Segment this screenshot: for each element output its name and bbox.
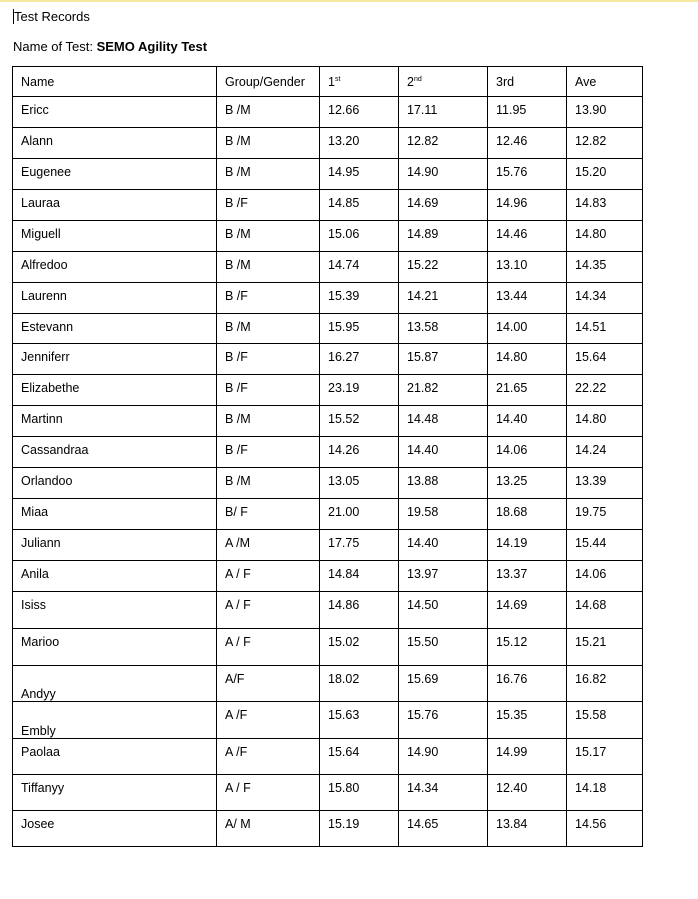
cell-average: 14.06 [567, 561, 643, 592]
cell-first-trial: 15.19 [320, 811, 399, 847]
cell-average: 14.18 [567, 775, 643, 811]
table-row [13, 702, 643, 739]
test-name-label: Name of Test: [13, 39, 97, 54]
cell-third-trial: 14.06 [488, 437, 567, 468]
table-row [13, 592, 643, 629]
cell-second-trial: 19.58 [399, 499, 488, 530]
cell-third-trial: 13.84 [488, 811, 567, 847]
cell-first-trial: 21.00 [320, 499, 399, 530]
table-row [13, 811, 643, 847]
cell-first-trial: 15.39 [320, 283, 399, 314]
cell-second-trial: 12.82 [399, 128, 488, 159]
cell-third-trial: 14.00 [488, 314, 567, 344]
cell-name: Andyy [13, 666, 217, 702]
cell-average: 15.17 [567, 739, 643, 775]
cell-name: Cassandraa [13, 437, 217, 468]
cell-first-trial: 15.02 [320, 629, 399, 666]
cell-average: 14.56 [567, 811, 643, 847]
table-row [13, 344, 643, 375]
window-top-accent [0, 0, 698, 2]
cell-group-gender: B /M [217, 221, 320, 252]
cell-second-trial: 14.89 [399, 221, 488, 252]
cell-third-trial: 12.46 [488, 128, 567, 159]
cell-average: 14.80 [567, 406, 643, 437]
cell-second-trial: 13.88 [399, 468, 488, 499]
cell-average: 19.75 [567, 499, 643, 530]
cell-average: 16.82 [567, 666, 643, 702]
cell-first-trial: 14.95 [320, 159, 399, 190]
cell-second-trial: 21.82 [399, 375, 488, 406]
cell-group-gender: B /M [217, 252, 320, 283]
cell-third-trial: 15.35 [488, 702, 567, 739]
cell-first-trial: 23.19 [320, 375, 399, 406]
cell-first-trial: 14.86 [320, 592, 399, 629]
cell-third-trial: 13.44 [488, 283, 567, 314]
cell-first-trial: 18.02 [320, 666, 399, 702]
table-row [13, 561, 643, 592]
table-row [13, 775, 643, 811]
cell-name: Martinn [13, 406, 217, 437]
cell-name: Josee [13, 811, 217, 847]
cell-first-trial: 15.06 [320, 221, 399, 252]
cell-third-trial: 14.80 [488, 344, 567, 375]
header-name: Name [13, 67, 217, 97]
cell-first-trial: 15.63 [320, 702, 399, 739]
cell-second-trial: 14.34 [399, 775, 488, 811]
cell-average: 15.21 [567, 629, 643, 666]
header-second-trial [399, 67, 488, 97]
table-row [13, 314, 643, 344]
cell-average: 14.51 [567, 314, 643, 344]
table-row [13, 252, 643, 283]
cell-name: Laurenn [13, 283, 217, 314]
cell-first-trial: 17.75 [320, 530, 399, 561]
cell-second-trial: 15.76 [399, 702, 488, 739]
cell-average: 22.22 [567, 375, 643, 406]
cell-second-trial: 14.69 [399, 190, 488, 221]
cell-name: Ericc [13, 97, 217, 128]
cell-second-trial: 15.22 [399, 252, 488, 283]
header-second-base: 2 [407, 74, 414, 89]
cell-third-trial: 18.68 [488, 499, 567, 530]
cell-name: Marioo [13, 629, 217, 666]
cell-name: Orlandoo [13, 468, 217, 499]
table-row [13, 530, 643, 561]
cell-third-trial: 12.40 [488, 775, 567, 811]
table-row [13, 283, 643, 314]
cell-third-trial: 14.19 [488, 530, 567, 561]
cell-average: 14.34 [567, 283, 643, 314]
header-first-base: 1 [328, 74, 335, 89]
cell-average: 15.44 [567, 530, 643, 561]
cell-group-gender: A /F [217, 739, 320, 775]
cell-average: 13.39 [567, 468, 643, 499]
cell-group-gender: A / F [217, 592, 320, 629]
cell-average: 14.24 [567, 437, 643, 468]
cell-first-trial: 14.85 [320, 190, 399, 221]
test-name-line [13, 38, 207, 55]
cell-second-trial: 15.87 [399, 344, 488, 375]
cell-first-trial: 15.64 [320, 739, 399, 775]
cell-name: Anila [13, 561, 217, 592]
cell-average: 12.82 [567, 128, 643, 159]
cell-name: Tiffanyy [13, 775, 217, 811]
cell-second-trial: 14.90 [399, 159, 488, 190]
cell-third-trial: 14.46 [488, 221, 567, 252]
cell-name: Isiss [13, 592, 217, 629]
cell-first-trial: 14.74 [320, 252, 399, 283]
cell-third-trial: 13.25 [488, 468, 567, 499]
cell-average: 15.20 [567, 159, 643, 190]
test-name-value: SEMO Agility Test [96, 39, 208, 54]
cell-first-trial: 14.84 [320, 561, 399, 592]
header-second-sup: nd [413, 75, 422, 83]
document-title-line[interactable] [13, 8, 90, 25]
cell-group-gender: B /M [217, 97, 320, 128]
cell-group-gender: A /F [217, 702, 320, 739]
cell-average: 14.83 [567, 190, 643, 221]
table-row [13, 375, 643, 406]
cell-first-trial: 12.66 [320, 97, 399, 128]
cell-name: Lauraa [13, 190, 217, 221]
cell-name: Embly [13, 702, 217, 739]
cell-third-trial: 14.96 [488, 190, 567, 221]
cell-average: 14.68 [567, 592, 643, 629]
cell-name: Paolaa [13, 739, 217, 775]
header-group-gender: Group/Gender [217, 67, 320, 97]
cell-third-trial: 11.95 [488, 97, 567, 128]
cell-second-trial: 14.40 [399, 530, 488, 561]
table-row [13, 468, 643, 499]
header-third-trial: 3rd [488, 67, 567, 97]
cell-group-gender: A /M [217, 530, 320, 561]
cell-third-trial: 14.99 [488, 739, 567, 775]
cell-second-trial: 14.40 [399, 437, 488, 468]
table-row [13, 159, 643, 190]
cell-third-trial: 21.65 [488, 375, 567, 406]
cell-third-trial: 15.76 [488, 159, 567, 190]
cell-name: Eugenee [13, 159, 217, 190]
cell-group-gender: B/ F [217, 499, 320, 530]
cell-third-trial: 15.12 [488, 629, 567, 666]
cell-second-trial: 14.65 [399, 811, 488, 847]
cell-group-gender: A / F [217, 561, 320, 592]
cell-third-trial: 16.76 [488, 666, 567, 702]
cell-first-trial: 13.05 [320, 468, 399, 499]
cell-group-gender: A / F [217, 775, 320, 811]
cell-name: Elizabethe [13, 375, 217, 406]
cell-name: Jenniferr [13, 344, 217, 375]
cell-second-trial: 15.50 [399, 629, 488, 666]
cell-name: Miaa [13, 499, 217, 530]
cell-group-gender: A/F [217, 666, 320, 702]
cell-group-gender: A / F [217, 629, 320, 666]
cell-second-trial: 15.69 [399, 666, 488, 702]
cell-first-trial: 15.52 [320, 406, 399, 437]
cell-third-trial: 13.10 [488, 252, 567, 283]
cell-name: Miguell [13, 221, 217, 252]
cell-group-gender: B /F [217, 375, 320, 406]
table-row [13, 128, 643, 159]
cell-second-trial: 14.21 [399, 283, 488, 314]
cell-second-trial: 13.97 [399, 561, 488, 592]
cell-name: Alann [13, 128, 217, 159]
cell-third-trial: 14.40 [488, 406, 567, 437]
cell-group-gender: B /M [217, 468, 320, 499]
table-row [13, 739, 643, 775]
cell-average: 15.64 [567, 344, 643, 375]
cell-group-gender: B /F [217, 283, 320, 314]
table-row [13, 221, 643, 252]
cell-name: Alfredoo [13, 252, 217, 283]
table-row [13, 437, 643, 468]
cell-average: 15.58 [567, 702, 643, 739]
cell-group-gender: B /M [217, 406, 320, 437]
cell-second-trial: 14.90 [399, 739, 488, 775]
cell-group-gender: B /F [217, 344, 320, 375]
cell-group-gender: B /M [217, 314, 320, 344]
cell-second-trial: 14.50 [399, 592, 488, 629]
cell-first-trial: 16.27 [320, 344, 399, 375]
test-records-table [12, 66, 643, 847]
cell-average: 13.90 [567, 97, 643, 128]
header-first-trial [320, 67, 399, 97]
table-row [13, 629, 643, 666]
cell-average: 14.80 [567, 221, 643, 252]
header-average: Ave [567, 67, 643, 97]
cell-first-trial: 14.26 [320, 437, 399, 468]
table-row [13, 666, 643, 702]
document-title: Test Records [14, 9, 90, 24]
cell-first-trial: 15.95 [320, 314, 399, 344]
table-row [13, 499, 643, 530]
table-row [13, 97, 643, 128]
cell-second-trial: 14.48 [399, 406, 488, 437]
cell-second-trial: 17.11 [399, 97, 488, 128]
table-row [13, 190, 643, 221]
cell-name: Estevann [13, 314, 217, 344]
table-row [13, 406, 643, 437]
cell-third-trial: 13.37 [488, 561, 567, 592]
header-first-sup: st [334, 75, 341, 83]
cell-name: Juliann [13, 530, 217, 561]
cell-first-trial: 15.80 [320, 775, 399, 811]
cell-group-gender: A/ M [217, 811, 320, 847]
cell-group-gender: B /M [217, 128, 320, 159]
cell-group-gender: B /F [217, 190, 320, 221]
cell-average: 14.35 [567, 252, 643, 283]
header-row [13, 67, 643, 97]
cell-group-gender: B /M [217, 159, 320, 190]
cell-second-trial: 13.58 [399, 314, 488, 344]
cell-third-trial: 14.69 [488, 592, 567, 629]
cell-group-gender: B /F [217, 437, 320, 468]
cell-first-trial: 13.20 [320, 128, 399, 159]
